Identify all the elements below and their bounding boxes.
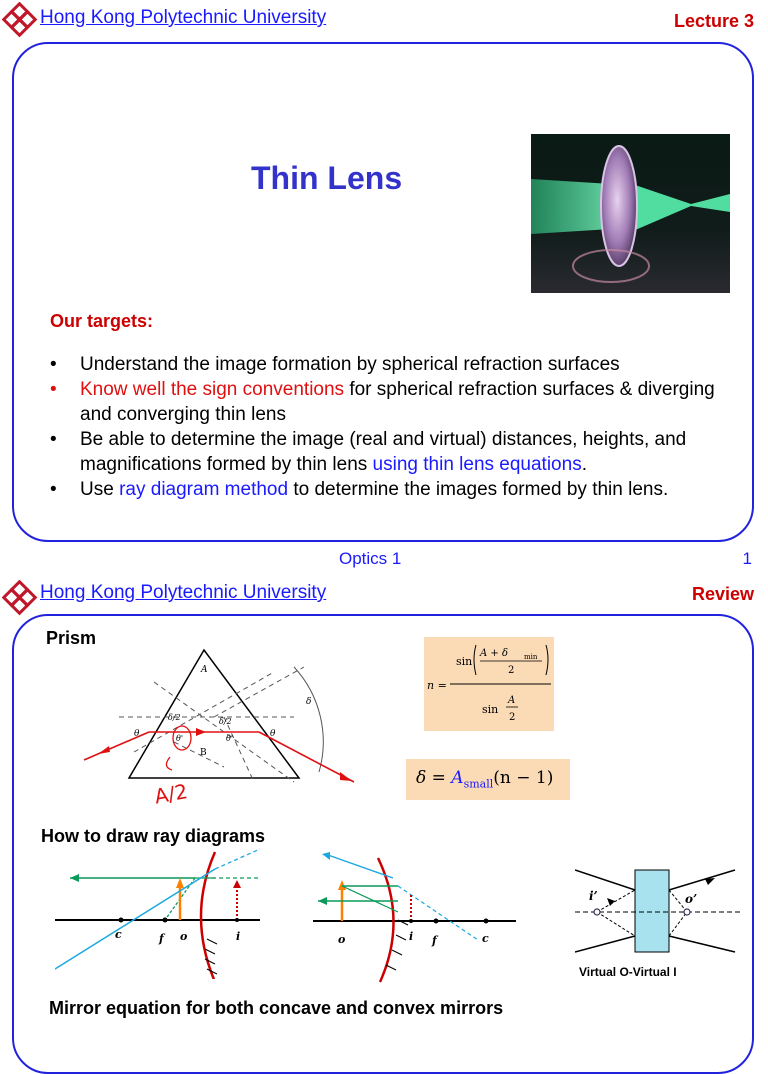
slide-title: Thin Lens	[251, 160, 403, 196]
mirror1-label-o: o	[180, 930, 188, 943]
lens-photo	[531, 134, 730, 293]
target-item-text: Be able to determine the image (real and virtual) distances, heights, and magnifications formed by thin lens	[80, 429, 687, 475]
mirror-equation-heading: Mirror equation for both concave and convex mirrors	[49, 998, 504, 1018]
target-item-text: Understand the image formation by spherical refraction surfaces	[80, 354, 620, 375]
targets-heading: Our targets:	[50, 311, 154, 331]
mirror2-label-f: f	[432, 934, 437, 947]
slide-2	[0, 576, 768, 1024]
target-item-text: to determine the images formed by thin lens.	[288, 479, 669, 500]
formula-top-numerator: A + δ	[480, 648, 508, 659]
formula2-rhs: (n − 1)	[493, 768, 554, 788]
target-item-text: .	[581, 454, 587, 475]
prism-label-theta-right: θ	[270, 729, 276, 739]
prism-label-half-dev-right: δ/2	[219, 717, 232, 726]
prism-label-apex: A	[201, 665, 208, 675]
bullet-dot: •	[50, 354, 57, 375]
mirror2-label-c: c	[482, 932, 489, 945]
mirror1-label-c: c	[115, 928, 122, 941]
target-item-text: Know well the sign conventions	[80, 379, 345, 400]
thin-lens-caption: Virtual O-Virtual I	[579, 965, 677, 979]
prism-label-theta-left: θ	[134, 729, 140, 739]
prism-diagram	[74, 642, 364, 818]
prism-heading: Prism	[46, 628, 97, 648]
formula2-lhs: δ =	[416, 768, 452, 788]
mirror2-label-i: i	[409, 930, 414, 943]
prism-label-half-dev-left: δ/2	[168, 713, 181, 722]
convex-mirror-diagram	[308, 850, 518, 985]
refraction-index-formula	[424, 637, 554, 731]
target-item	[50, 427, 750, 477]
formula-min-subscript: min	[524, 653, 538, 661]
prism-label-delta: δ	[306, 697, 312, 707]
footer-page-number: 1	[742, 549, 752, 568]
bullet-dot: •	[50, 429, 57, 450]
formula-sin-top: sin	[456, 655, 473, 668]
prism-label-base: B	[200, 748, 207, 758]
target-item	[50, 352, 750, 377]
targets-list	[50, 352, 750, 502]
footer-course: Optics 1	[339, 549, 402, 568]
bullet-dot: •	[50, 479, 57, 500]
formula2-sub: small	[463, 777, 494, 791]
mirror1-label-i: i	[236, 930, 241, 943]
university-link[interactable]: Hong Kong Polytechnic University	[40, 7, 327, 28]
university-link[interactable]: Hong Kong Polytechnic University	[40, 582, 327, 603]
mirror2-label-o: o	[338, 933, 346, 946]
lecture-tag: Lecture 3	[673, 11, 754, 31]
formula2-A: A	[451, 768, 464, 788]
ray-diagrams-heading: How to draw ray diagrams	[41, 826, 266, 846]
lens-label-o-prime: o’	[685, 892, 698, 906]
target-item-text: using thin lens equations	[372, 454, 582, 475]
review-tag: Review	[691, 584, 754, 604]
target-item	[50, 477, 750, 502]
target-item-text: Use	[80, 479, 120, 500]
thin-lens-diagram	[575, 860, 741, 958]
concave-mirror-diagram	[55, 844, 265, 979]
formula-top-denominator: 2	[508, 665, 515, 676]
lens-label-i-prime: i’	[589, 889, 598, 903]
target-item-text: for spherical refraction surfaces & diverging and converging thin lens	[80, 379, 715, 425]
prism-label-theta-inner: θ'	[176, 734, 184, 743]
small-angle-formula	[406, 759, 570, 800]
target-item	[50, 377, 750, 427]
polyu-logo-icon	[2, 580, 38, 616]
bullet-dot: •	[50, 379, 57, 400]
formula-2-bottom: 2	[509, 712, 516, 723]
formula-sin-bottom: sin	[482, 703, 499, 716]
handwritten-note: A/2	[152, 779, 190, 809]
formula-n: n =	[427, 679, 447, 692]
polyu-logo-icon	[2, 2, 38, 38]
target-item-text: ray diagram method	[119, 479, 289, 500]
mirror1-label-f: f	[159, 932, 164, 945]
formula-A-bottom: A	[508, 695, 516, 706]
prism-label-theta-inner-2: θ'	[226, 734, 234, 743]
